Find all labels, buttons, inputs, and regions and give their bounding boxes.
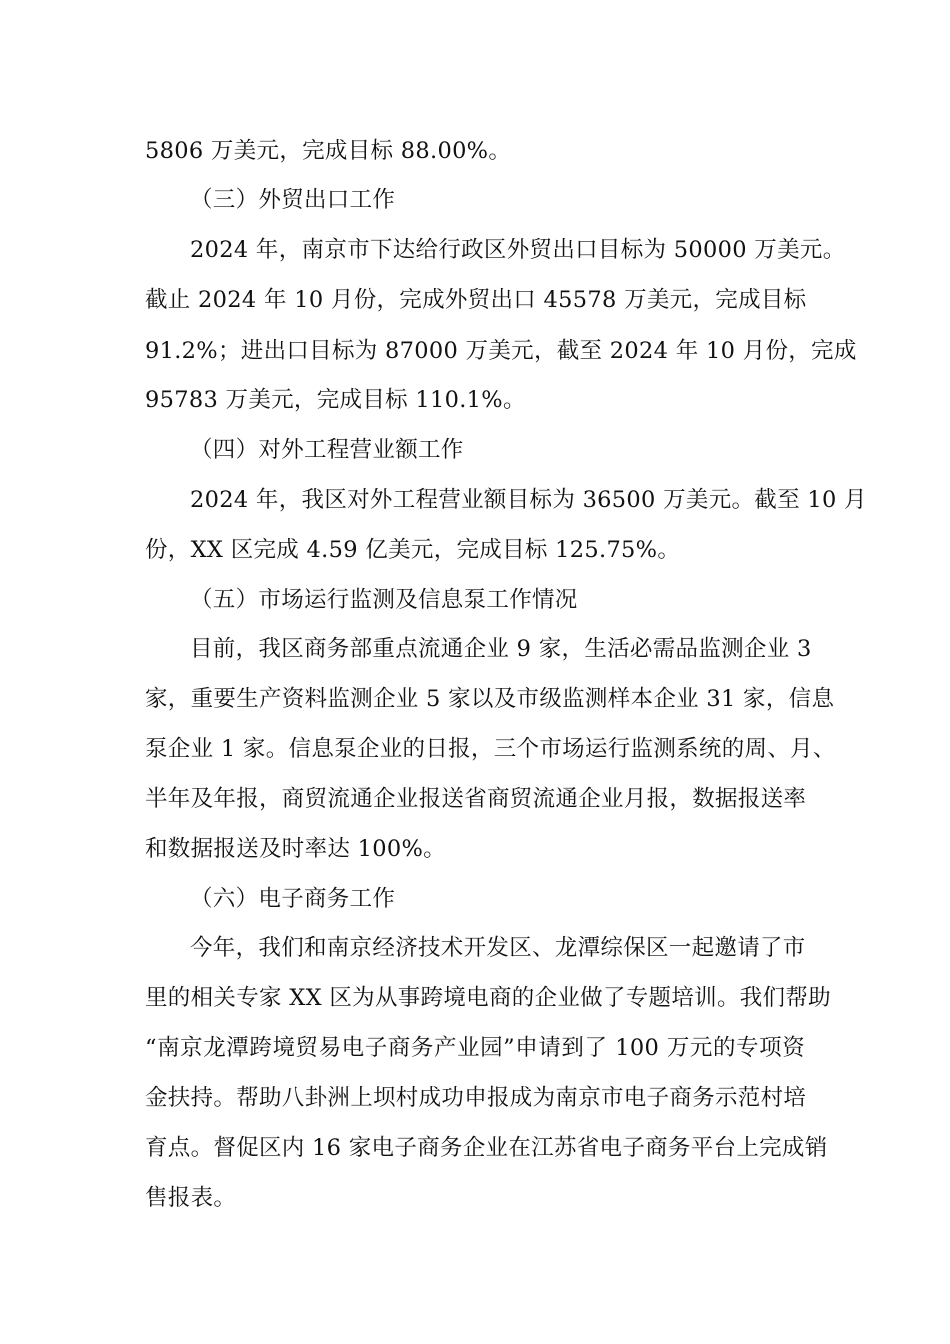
section-heading: （五）市场运行监测及信息泵工作情况 (190, 587, 578, 613)
text-line: 截止 2024 年 10 月份，完成外贸出口 45578 万美元，完成目标 (145, 287, 807, 313)
text-line: “南京龙潭跨境贸易电子商务产业园”申请到了 100 万元的专项资 (145, 1035, 805, 1061)
text-line: 95783 万美元，完成目标 110.1%。 (145, 387, 526, 413)
text-line: 家，重要生产资料监测企业 5 家以及市级监测样本企业 31 家，信息 (145, 686, 835, 712)
text-line: 和数据报送及时率达 100%。 (145, 836, 446, 862)
section-heading: （六）电子商务工作 (190, 886, 396, 912)
text-line: 售报表。 (145, 1185, 237, 1211)
text-line: 份，XX 区完成 4.59 亿美元，完成目标 125.75%。 (145, 537, 681, 563)
section-heading: （三）外贸出口工作 (190, 187, 396, 213)
text-line: 2024 年，南京市下达给行政区外贸出口目标为 50000 万美元。 (190, 237, 846, 263)
text-line: 2024 年，我区对外工程营业额目标为 36500 万美元。截至 10 月 (190, 487, 867, 513)
text-line: 目前，我区商务部重点流通企业 9 家，生活必需品监测企业 3 (190, 636, 812, 662)
text-line: 91.2%；进出口目标为 87000 万美元，截至 2024 年 10 月份，完成 (145, 338, 857, 364)
text-line: 半年及年报，商贸流通企业报送省商贸流通企业月报，数据报送率 (145, 786, 807, 812)
section-heading: （四）对外工程营业额工作 (190, 437, 464, 463)
text-line: 金扶持。帮助八卦洲上坝村成功申报成为南京市电子商务示范村培 (145, 1085, 807, 1111)
text-line: 里的相关专家 XX 区为从事跨境电商的企业做了专题培训。我们帮助 (145, 985, 831, 1011)
text-line: 今年，我们和南京经济技术开发区、龙潭综保区一起邀请了市 (190, 935, 806, 961)
text-line: 5806 万美元，完成目标 88.00%。 (145, 138, 512, 164)
text-line: 泵企业 1 家。信息泵企业的日报，三个市场运行监测系统的周、月、 (145, 736, 836, 762)
text-line: 育点。督促区内 16 家电子商务企业在江苏省电子商务平台上完成销 (145, 1135, 828, 1161)
